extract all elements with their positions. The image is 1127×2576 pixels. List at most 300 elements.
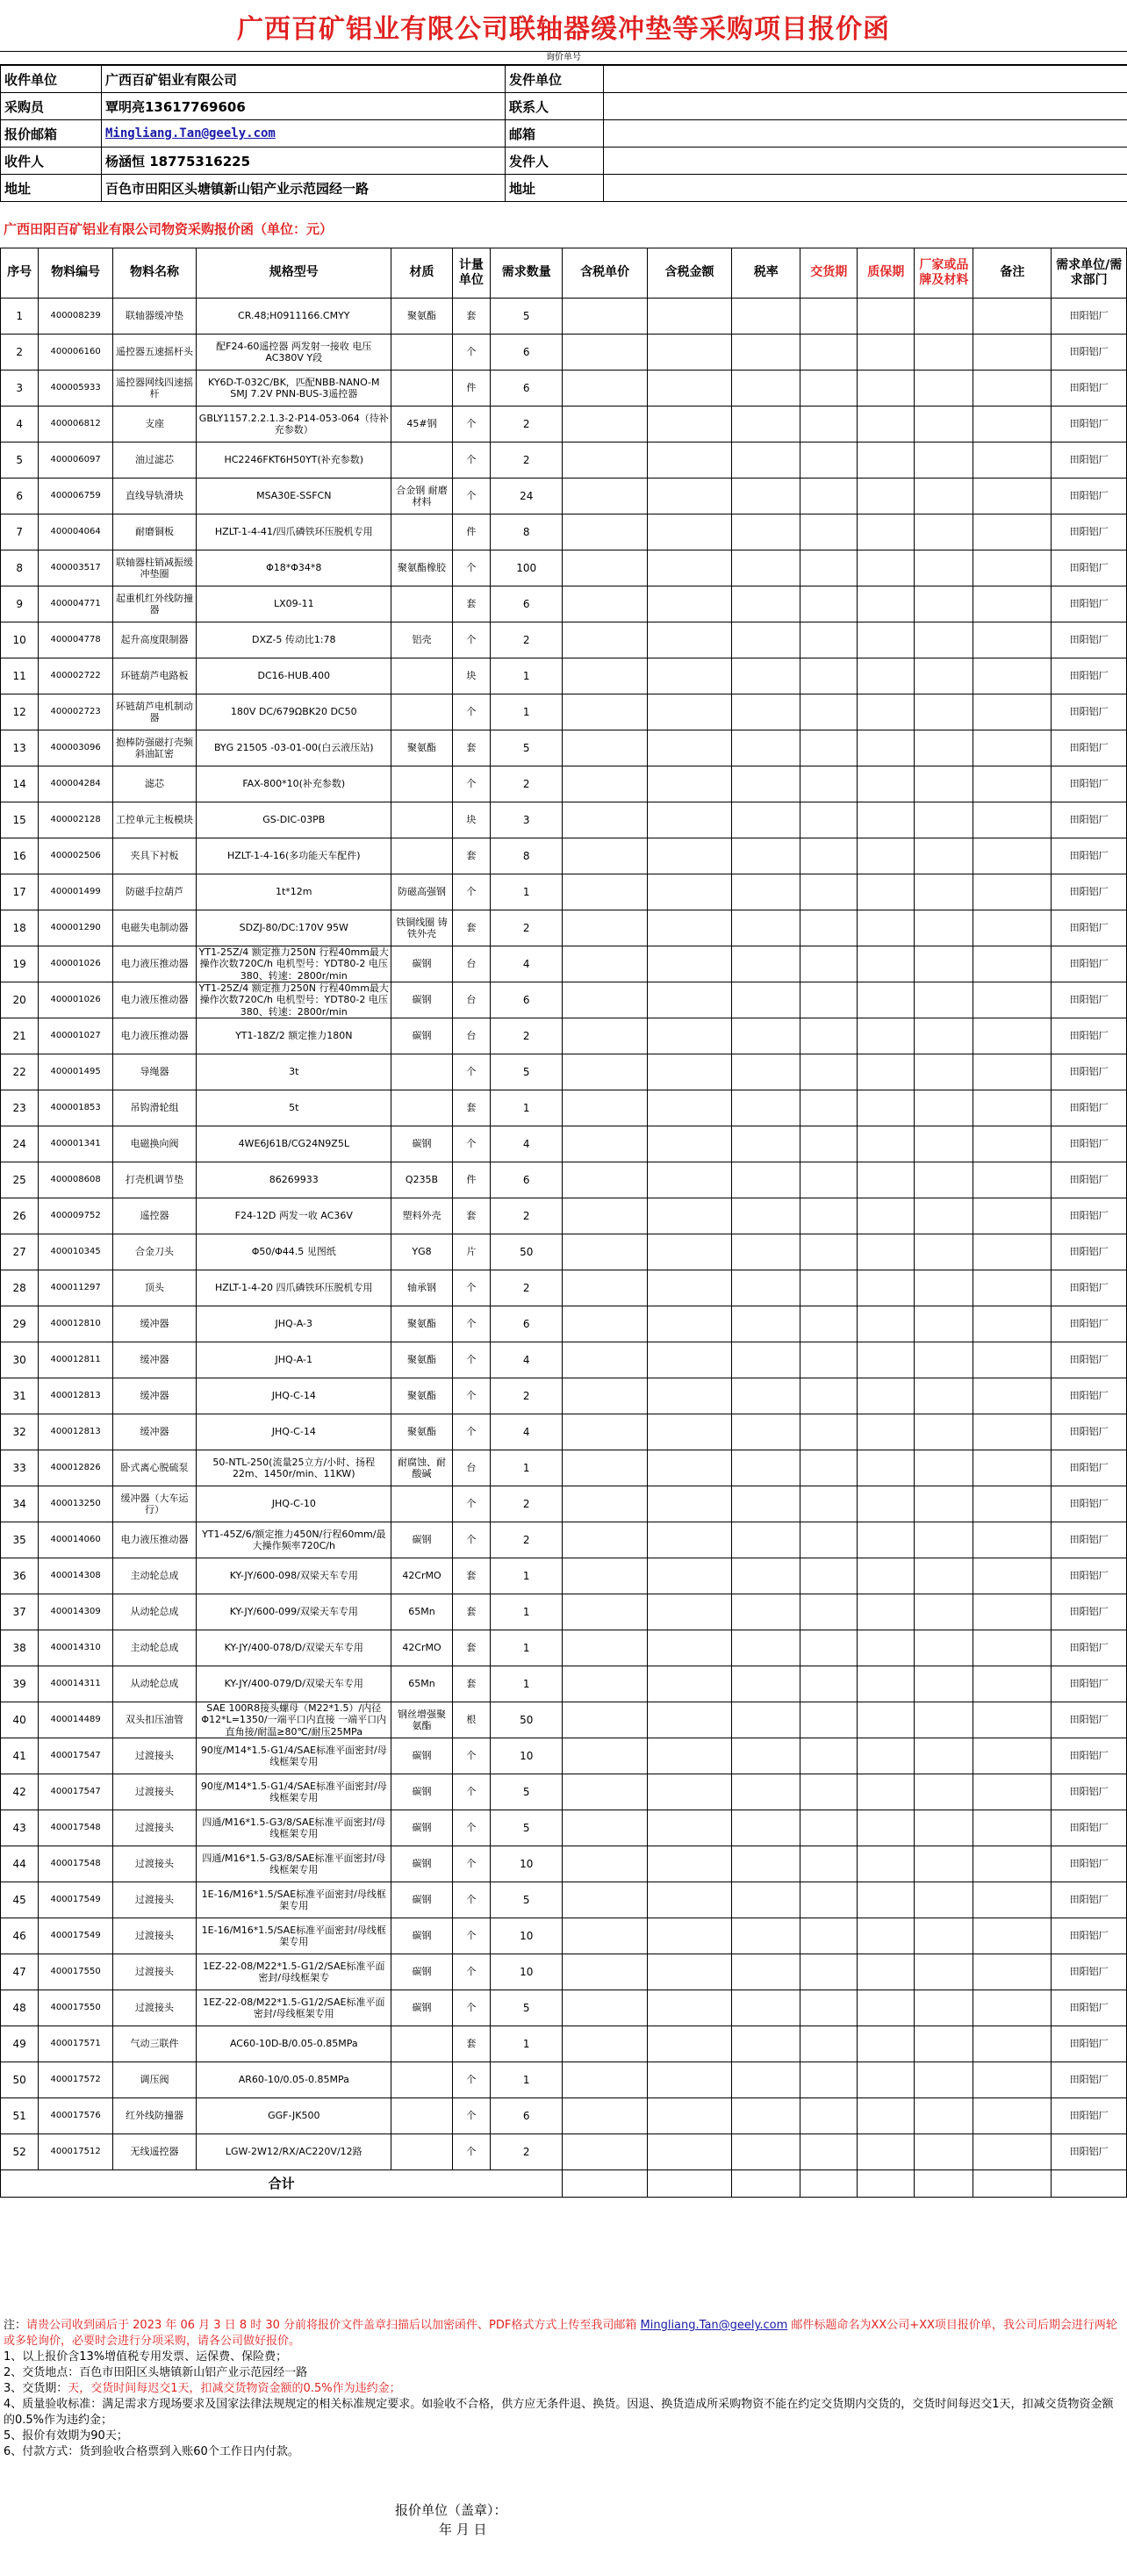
cell-name: 电磁失电制动器: [112, 910, 196, 946]
cell-material: [391, 443, 452, 479]
table-row: [1, 407, 1127, 443]
table-row: [1, 1774, 1127, 1810]
cell-dept: 田阳铝厂: [1052, 2026, 1127, 2062]
cell-name: 油过滤芯: [112, 443, 196, 479]
cell-blank: [732, 1882, 800, 1918]
cell-dept: 田阳铝厂: [1052, 1090, 1127, 1126]
cell-spec: F24-12D 两发一收 AC36V: [197, 1198, 391, 1234]
cell-code: 400003096: [39, 730, 113, 766]
cell-qty: 1: [491, 874, 563, 910]
email-link[interactable]: Mingliang.Tan@geely.com: [640, 2319, 788, 2332]
cell-blank: [858, 371, 915, 407]
cell-spec: 86269933: [197, 1162, 391, 1198]
cell-unit: 个: [452, 1810, 490, 1846]
cell-blank: [800, 1954, 858, 1990]
cell-blank: [563, 1162, 647, 1198]
cell-blank: [800, 1162, 858, 1198]
cell-dept: 田阳铝厂: [1052, 1666, 1127, 1702]
table-row: [1, 1702, 1127, 1738]
cell-blank: [915, 1126, 973, 1162]
cell-blank: [973, 1990, 1052, 2026]
cell-blank: [973, 1054, 1052, 1090]
cell-material: 聚氨酯: [391, 1342, 452, 1378]
cell-unit: 个: [452, 874, 490, 910]
cell-dept: 田阳铝厂: [1052, 1558, 1127, 1594]
cell-blank: [800, 766, 858, 802]
cell-no: 4: [1, 407, 39, 443]
table-row: [1, 299, 1127, 335]
cell-unit: 根: [452, 1702, 490, 1738]
cell-no: 42: [1, 1774, 39, 1810]
cell-blank: [973, 730, 1052, 766]
cell-qty: 1: [491, 1594, 563, 1630]
cell-code: 400002722: [39, 658, 113, 694]
cell-spec: HZLT-1-4-20 四爪磷铁环压脱机专用: [197, 1270, 391, 1306]
cell-blank: [732, 1702, 800, 1738]
cell-material: 碳钢: [391, 1522, 452, 1558]
cell-blank: [563, 1414, 647, 1450]
cell-unit: 个: [452, 1306, 490, 1342]
cell-blank: [915, 371, 973, 407]
cell-no: 9: [1, 586, 39, 622]
cell-no: 13: [1, 730, 39, 766]
cell-blank: [973, 1234, 1052, 1270]
cell-blank: [915, 802, 973, 838]
cell-spec: 90度/M14*1.5-G1/4/SAE标准平面密封/母线框架专用: [197, 1738, 391, 1774]
cell-blank: [915, 1594, 973, 1630]
cell-material: 碳钢: [391, 1018, 452, 1054]
cell-spec: BYG 21505 -03-01-00(白云液压站): [197, 730, 391, 766]
cell-spec: 50-NTL-250(流量25立方/小时、扬程22m、1450r/min、11KW): [197, 1450, 391, 1486]
cell-blank: [973, 514, 1052, 550]
table-row: [1, 1198, 1127, 1234]
cell-material: 钢丝增强聚氨酯: [391, 1702, 452, 1738]
cell-dept: 田阳铝厂: [1052, 622, 1127, 658]
cell-name: 电力液压推动器: [112, 982, 196, 1018]
cell-blank: [915, 1054, 973, 1090]
cell-blank: [563, 1342, 647, 1378]
cell-blank: [647, 694, 731, 730]
cell-name: 主动轮总成: [112, 1630, 196, 1666]
cell-dept: 田阳铝厂: [1052, 1738, 1127, 1774]
cell-blank: [858, 1702, 915, 1738]
note-5: 5、报价有效期为90天；: [4, 2429, 128, 2443]
note-2: 2、交货地点：百色市田阳区头塘镇新山铝产业示范园经一路: [4, 2366, 308, 2379]
cell-spec: KY6D-T-032C/BK，匹配NBB-NANO-M SMJ 7.2V PNN-BUS-3遥控器: [197, 371, 391, 407]
cell-name: 卧式离心脱硫泵: [112, 1450, 196, 1486]
cell-blank: [858, 1630, 915, 1666]
cell-blank: [800, 1846, 858, 1882]
cell-spec: HZLT-1-4-41/四爪磷铁环压脱机专用: [197, 514, 391, 550]
column-header: 物料名称: [112, 248, 196, 299]
table-row: [1, 1954, 1127, 1990]
cell-blank: [858, 1198, 915, 1234]
cell-blank: [858, 2098, 915, 2134]
table-row: [1, 1558, 1127, 1594]
cell-no: 14: [1, 766, 39, 802]
info-row: [1, 66, 1127, 93]
cell-spec: AC60-10D-B/0.05-0.85MPa: [197, 2026, 391, 2062]
cell-material: 聚氨酯: [391, 1414, 452, 1450]
cell-unit: 个: [452, 1126, 490, 1162]
cell-blank: [858, 1954, 915, 1990]
cell-dept: 田阳铝厂: [1052, 1342, 1127, 1378]
cell-blank: [647, 1954, 731, 1990]
cell-blank: [563, 479, 647, 514]
cell-blank: [858, 946, 915, 982]
cell-spec: FAX-800*10(补充参数): [197, 766, 391, 802]
cell-spec: YT1-25Z/4 额定推力250N 行程40mm最大操作次数720C/h 电机型号：YDT80-2 电压380、转速：2800r/min: [197, 946, 391, 982]
cell-blank: [647, 1882, 731, 1918]
cell-blank: [973, 371, 1052, 407]
table-row: [1, 371, 1127, 407]
cell-code: 400011297: [39, 1270, 113, 1306]
cell-blank: [973, 1738, 1052, 1774]
cell-material: YG8: [391, 1234, 452, 1270]
info-label: 地址: [1, 175, 102, 202]
cell-unit: 个: [452, 622, 490, 658]
cell-blank: [973, 1198, 1052, 1234]
cell-unit: 个: [452, 766, 490, 802]
cell-unit: 个: [452, 694, 490, 730]
cell-blank: [858, 1414, 915, 1450]
cell-blank: [800, 1018, 858, 1054]
cell-unit: 个: [452, 443, 490, 479]
cell-blank: [858, 1990, 915, 2026]
table-row: [1, 514, 1127, 550]
cell-blank: [563, 1666, 647, 1702]
cell-no: 7: [1, 514, 39, 550]
cell-blank: [647, 2062, 731, 2098]
total-label: 合计: [1, 2170, 563, 2198]
cell-blank: [858, 622, 915, 658]
cell-blank: [732, 1630, 800, 1666]
cell-blank: [800, 802, 858, 838]
cell-blank: [647, 1774, 731, 1810]
table-row: [1, 1666, 1127, 1702]
cell-blank: [647, 2170, 731, 2198]
cell-code: 400004284: [39, 766, 113, 802]
cell-blank: [647, 550, 731, 586]
cell-name: 工控单元主板模块: [112, 802, 196, 838]
cell-no: 33: [1, 1450, 39, 1486]
cell-qty: 6: [491, 1162, 563, 1198]
info-row: [1, 148, 1127, 175]
table-row: [1, 1126, 1127, 1162]
cell-blank: [732, 1846, 800, 1882]
cell-spec: 3t: [197, 1054, 391, 1090]
cell-qty: 4: [491, 946, 563, 982]
cell-unit: 个: [452, 335, 490, 371]
cell-blank: [973, 1918, 1052, 1954]
table-row: [1, 1414, 1127, 1450]
cell-blank: [858, 1306, 915, 1342]
cell-no: 10: [1, 622, 39, 658]
cell-blank: [858, 1810, 915, 1846]
cell-spec: 1EZ-22-08/M22*1.5-G1/2/SAE标准平面密封/母线框架专: [197, 1954, 391, 1990]
cell-blank: [563, 1018, 647, 1054]
cell-blank: [915, 1810, 973, 1846]
cell-unit: 个: [452, 1342, 490, 1378]
cell-blank: [973, 766, 1052, 802]
notes-section: [4, 2318, 1122, 2460]
cell-blank: [563, 730, 647, 766]
cell-blank: [647, 1666, 731, 1702]
column-header: 序号: [1, 248, 39, 299]
table-row: [1, 1522, 1127, 1558]
cell-qty: 1: [491, 694, 563, 730]
cell-blank: [732, 1666, 800, 1702]
table-subtitle: 广西田阳百矿铝业有限公司物资采购报价函（单位：元）: [4, 221, 334, 237]
cell-dept: 田阳铝厂: [1052, 1234, 1127, 1270]
table-row: [1, 622, 1127, 658]
cell-qty: 5: [491, 1054, 563, 1090]
cell-blank: [647, 1126, 731, 1162]
cell-blank: [647, 1162, 731, 1198]
cell-material: 碳钢: [391, 1990, 452, 2026]
cell-blank: [732, 1738, 800, 1774]
cell-blank: [563, 2026, 647, 2062]
cell-blank: [563, 658, 647, 694]
cell-code: 400004064: [39, 514, 113, 550]
cell-qty: 10: [491, 1954, 563, 1990]
cell-blank: [973, 1270, 1052, 1306]
cell-code: 400001341: [39, 1126, 113, 1162]
cell-name: 直线导轨滑块: [112, 479, 196, 514]
cell-code: 400017549: [39, 1882, 113, 1918]
cell-dept: 田阳铝厂: [1052, 2098, 1127, 2134]
cell-spec: 4WE6J61B/CG24N9Z5L: [197, 1126, 391, 1162]
table-row: [1, 910, 1127, 946]
cell-unit: 个: [452, 407, 490, 443]
cell-blank: [915, 479, 973, 514]
cell-spec: LX09-11: [197, 586, 391, 622]
cell-blank: [973, 1414, 1052, 1450]
cell-unit: 套: [452, 2026, 490, 2062]
cell-qty: 50: [491, 1234, 563, 1270]
cell-blank: [563, 1738, 647, 1774]
cell-blank: [973, 1450, 1052, 1486]
cell-spec: 1E-16/M16*1.5/SAE标准平面密封/母线框架专用: [197, 1882, 391, 1918]
cell-qty: 8: [491, 838, 563, 874]
cell-name: 防磁手拉葫芦: [112, 874, 196, 910]
cell-blank: [563, 1054, 647, 1090]
cell-qty: 4: [491, 1126, 563, 1162]
cell-dept: 田阳铝厂: [1052, 946, 1127, 982]
cell-blank: [647, 802, 731, 838]
cell-qty: 2: [491, 1522, 563, 1558]
column-header: 物料编号: [39, 248, 113, 299]
cell-blank: [973, 982, 1052, 1018]
cell-blank: [858, 1594, 915, 1630]
cell-blank: [800, 1666, 858, 1702]
table-row: [1, 586, 1127, 622]
cell-qty: 2: [491, 910, 563, 946]
cell-blank: [732, 335, 800, 371]
cell-blank: [973, 1018, 1052, 1054]
cell-no: 44: [1, 1846, 39, 1882]
cell-code: 400012810: [39, 1306, 113, 1342]
cell-blank: [858, 838, 915, 874]
cell-no: 30: [1, 1342, 39, 1378]
cell-code: 400013250: [39, 1486, 113, 1522]
table-row: [1, 802, 1127, 838]
cell-unit: 块: [452, 802, 490, 838]
cell-blank: [647, 1234, 731, 1270]
cell-blank: [915, 1234, 973, 1270]
cell-code: 400008608: [39, 1162, 113, 1198]
cell-unit: 件: [452, 1162, 490, 1198]
cell-blank: [858, 874, 915, 910]
table-row: [1, 1486, 1127, 1522]
cell-name: 打壳机调节垫: [112, 1162, 196, 1198]
cell-qty: 2: [491, 1378, 563, 1414]
cell-unit: 个: [452, 1774, 490, 1810]
cell-unit: 套: [452, 1666, 490, 1702]
cell-blank: [563, 1486, 647, 1522]
cell-blank: [563, 1774, 647, 1810]
cell-blank: [647, 910, 731, 946]
info-value[interactable]: Mingliang.Tan@geely.com: [102, 120, 506, 148]
cell-blank: [858, 1918, 915, 1954]
cell-code: 400017547: [39, 1774, 113, 1810]
cell-blank: [800, 299, 858, 335]
cell-material: 碳钢: [391, 1918, 452, 1954]
cell-material: [391, 2026, 452, 2062]
cell-blank: [915, 299, 973, 335]
column-header: 备注: [973, 248, 1052, 299]
cell-blank: [915, 1954, 973, 1990]
cell-blank: [915, 1738, 973, 1774]
table-row: [1, 479, 1127, 514]
cell-blank: [563, 1990, 647, 2026]
cell-blank: [563, 1378, 647, 1414]
cell-blank: [858, 1090, 915, 1126]
cell-blank: [915, 1990, 973, 2026]
cell-material: [391, 2098, 452, 2134]
cell-blank: [563, 1450, 647, 1486]
cell-code: 400017547: [39, 1738, 113, 1774]
cell-blank: [563, 371, 647, 407]
cell-blank: [915, 1522, 973, 1558]
cell-name: 过渡接头: [112, 1774, 196, 1810]
cell-dept: 田阳铝厂: [1052, 1378, 1127, 1414]
cell-blank: [800, 1270, 858, 1306]
table-row: [1, 1810, 1127, 1846]
cell-dept: 田阳铝厂: [1052, 658, 1127, 694]
table-row: [1, 335, 1127, 371]
cell-name: 气动三联件: [112, 2026, 196, 2062]
cell-blank: [800, 1918, 858, 1954]
cell-dept: 田阳铝厂: [1052, 1702, 1127, 1738]
cell-material: 聚氨酯: [391, 299, 452, 335]
cell-no: 31: [1, 1378, 39, 1414]
cell-blank: [858, 766, 915, 802]
cell-blank: [800, 1558, 858, 1594]
cell-unit: 套: [452, 730, 490, 766]
cell-dept: 田阳铝厂: [1052, 730, 1127, 766]
cell-blank: [647, 1918, 731, 1954]
cell-qty: 2: [491, 2134, 563, 2170]
cell-unit: 个: [452, 1882, 490, 1918]
cell-blank: [800, 2134, 858, 2170]
table-row: [1, 2098, 1127, 2134]
cell-qty: 8: [491, 514, 563, 550]
cell-code: 400006097: [39, 443, 113, 479]
cell-blank: [973, 1594, 1052, 1630]
cell-qty: 6: [491, 586, 563, 622]
cell-no: 16: [1, 838, 39, 874]
cell-unit: 个: [452, 1522, 490, 1558]
info-row: [1, 120, 1127, 148]
info-label: 发件人: [506, 148, 604, 175]
info-value: 广西百矿铝业有限公司: [102, 66, 506, 93]
cell-dept: 田阳铝厂: [1052, 1954, 1127, 1990]
notes-intro: 注：请贵公司收到函后于 2023 年 06 月 3 日 8 时 30 分前将报价文件盖章扫描后以加密函件、PDF格式方式上传至我司邮箱 Mingliang.Tan@geely.com 邮件标题命名为XX公司+XX项目报价单，我公司后期会进行两轮或多轮询价，必要时会进行分项采购，请各公司做好报价。: [4, 2319, 1117, 2348]
cell-blank: [732, 1126, 800, 1162]
cell-name: 顶头: [112, 1270, 196, 1306]
cell-spec: 四通/M16*1.5-G3/8/SAE标准平面密封/母线框架专用: [197, 1810, 391, 1846]
cell-blank: [858, 694, 915, 730]
cell-material: [391, 1090, 452, 1126]
info-value: [604, 66, 1127, 93]
cell-material: 45#钢: [391, 407, 452, 443]
cell-material: Q235B: [391, 1162, 452, 1198]
cell-blank: [800, 1414, 858, 1450]
cell-no: 22: [1, 1054, 39, 1090]
cell-blank: [563, 1126, 647, 1162]
table-row: [1, 2134, 1127, 2170]
cell-material: 聚氨酯: [391, 1378, 452, 1414]
cell-qty: 1: [491, 2062, 563, 2098]
info-value: [604, 93, 1127, 120]
cell-no: 23: [1, 1090, 39, 1126]
cell-blank: [858, 1450, 915, 1486]
cell-blank: [858, 1378, 915, 1414]
cell-unit: 个: [452, 1954, 490, 1990]
cell-blank: [647, 1090, 731, 1126]
cell-code: 400009752: [39, 1198, 113, 1234]
cell-dept: 田阳铝厂: [1052, 838, 1127, 874]
table-header-row: [1, 248, 1127, 299]
cell-blank: [647, 1450, 731, 1486]
cell-dept: 田阳铝厂: [1052, 1774, 1127, 1810]
cell-blank: [858, 299, 915, 335]
cell-unit: 台: [452, 946, 490, 982]
cell-dept: 田阳铝厂: [1052, 1162, 1127, 1198]
cell-blank: [858, 1486, 915, 1522]
cell-blank: [858, 1558, 915, 1594]
cell-material: [391, 1054, 452, 1090]
cell-no: 27: [1, 1234, 39, 1270]
cell-spec: SDZJ-80/DC:170V 95W: [197, 910, 391, 946]
cell-blank: [732, 371, 800, 407]
column-header: 交货期: [800, 248, 858, 299]
cell-qty: 50: [491, 1702, 563, 1738]
cell-name: 过渡接头: [112, 1738, 196, 1774]
cell-blank: [800, 1198, 858, 1234]
cell-no: 48: [1, 1990, 39, 2026]
cell-name: 缓冲器: [112, 1306, 196, 1342]
cell-name: 起升高度限制器: [112, 622, 196, 658]
cell-material: 耐腐蚀、耐酸碱: [391, 1450, 452, 1486]
cell-blank: [732, 838, 800, 874]
cell-blank: [563, 407, 647, 443]
table-row: [1, 874, 1127, 910]
cell-blank: [800, 1450, 858, 1486]
cell-material: [391, 802, 452, 838]
cell-blank: [800, 658, 858, 694]
